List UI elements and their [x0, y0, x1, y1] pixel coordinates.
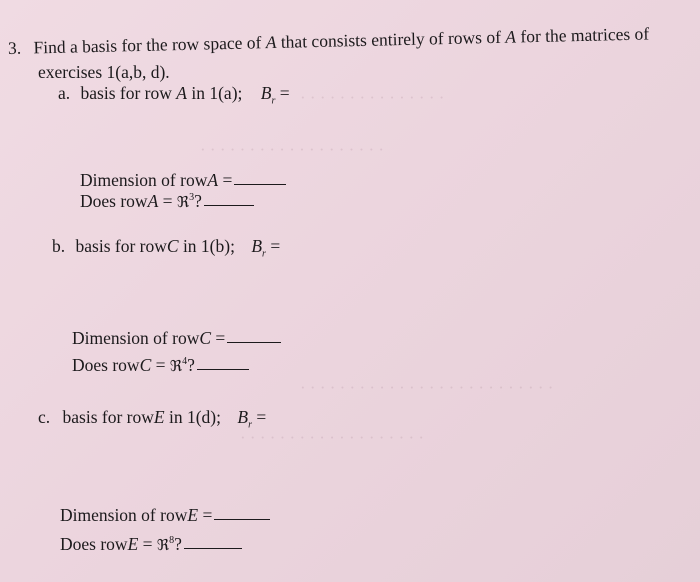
basis-symbol: B	[260, 83, 272, 103]
answer-blank[interactable]	[214, 518, 270, 520]
basis-symbol: B	[251, 236, 263, 256]
part-c-dimension: Dimension of rowE =	[60, 505, 270, 526]
answer-blank[interactable]	[184, 547, 242, 549]
answer-blank[interactable]	[197, 368, 249, 370]
part-c-does: Does rowE = ℜ$^8$?	[60, 534, 242, 555]
part-c-label: c.	[38, 407, 51, 427]
part-b-prompt: b. basis for rowC in 1(b); $B_r$ =	[52, 236, 281, 260]
part-b-label: b.	[52, 236, 66, 256]
answer-blank[interactable]	[204, 204, 254, 206]
basis-symbol: B	[237, 407, 249, 427]
part-a-dimension: Dimension of rowA =	[80, 170, 286, 191]
bleed-through-text: · · · · · · · · · · · · · · · · · · ·	[200, 140, 385, 159]
answer-blank[interactable]	[234, 183, 286, 185]
bleed-through-text: · · · · · · · · · · · · · · · · · · ·	[240, 428, 425, 447]
answer-blank[interactable]	[227, 341, 281, 343]
part-a-does: Does rowA = ℜ$^3$?	[80, 191, 254, 212]
part-a-label: a.	[58, 83, 71, 103]
problem-number: 3.	[7, 37, 22, 58]
problem-statement-line1: 3. Find a basis for the row space of A that consists entirely of rows of A for the matrices of	[7, 23, 650, 58]
part-c-prompt: c. basis for rowE in 1(d); $B_r$ =	[38, 407, 267, 431]
part-a-prompt: a. basis for row A in 1(a); $B_r$ =	[58, 83, 290, 107]
part-b-dimension: Dimension of rowC =	[72, 328, 281, 349]
bleed-through-text: · · · · · · · · · · · · · · · · · · · · · · · · · ·	[300, 378, 554, 397]
problem-statement-line2: exercises 1(a,b, d).	[38, 62, 170, 82]
part-b-does: Does rowC = ℜ$^4$?	[72, 355, 249, 376]
bleed-through-text: · · · · · · · · · · · · · · ·	[300, 88, 445, 107]
